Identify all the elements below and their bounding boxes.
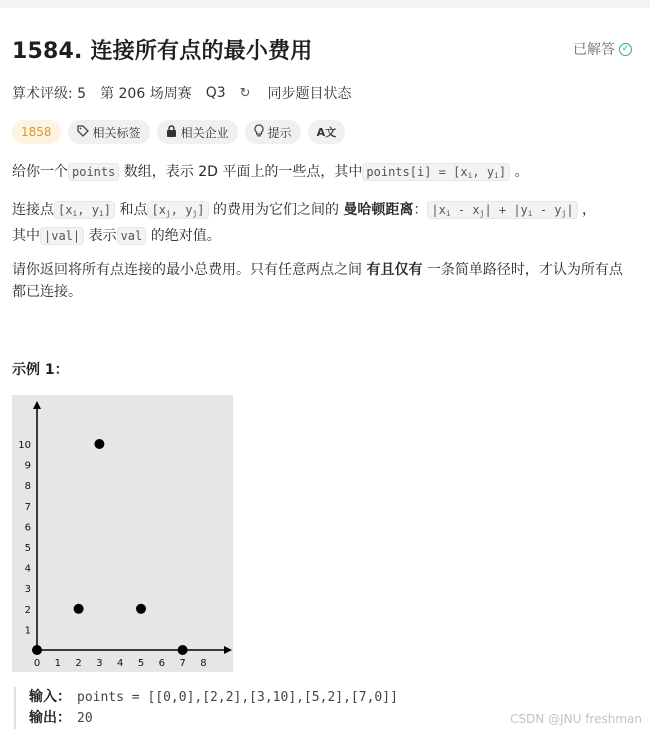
example-input-row [29, 687, 398, 708]
x-tick-label: 3 [96, 658, 103, 669]
description-paragraph-2 [12, 199, 642, 247]
input-label: 输入： [29, 689, 71, 705]
y-tick-label: 10 [18, 440, 31, 451]
problem-title: 1584. 连接所有点的最小费用 [12, 39, 313, 64]
solved-label: 已解答 [573, 42, 615, 58]
desc-text: 的绝对值。 [146, 228, 221, 244]
data-point [178, 645, 188, 655]
inline-code: points[i] = [$x_i$, $y_i$] [362, 163, 510, 181]
topics-tag-label: 相关标签 [92, 125, 141, 140]
desc-text: 请你返回将所有点连接的最小总费用。只有任意两点之间 [12, 262, 367, 278]
x-tick-label: 2 [75, 658, 82, 669]
difficulty-rating: 算术评级: 5 [12, 86, 87, 102]
input-value: points = [[0,0],[2,2],[3,10],[5,2],[7,0]] [77, 690, 398, 705]
refresh-icon: ↻ [239, 85, 251, 101]
x-tick-label: 1 [54, 658, 61, 669]
x-axis-arrow [224, 646, 232, 654]
data-point [32, 645, 42, 655]
inline-code: points [68, 163, 119, 181]
lightbulb-icon [254, 124, 264, 140]
tag-icon [77, 125, 89, 140]
inline-code: $|x_i - x_j| + |y_i - y_j|$ [427, 201, 577, 219]
watermark: CSDN @JNU freshman [510, 712, 642, 726]
data-point [136, 604, 146, 614]
y-axis-arrow [33, 401, 41, 409]
description-paragraph-1 [12, 161, 642, 187]
desc-text: 的费用为它们之间的 [208, 202, 344, 218]
output-label: 输出： [29, 710, 71, 726]
desc-text: 连接点 [12, 202, 54, 218]
tag-bar [12, 120, 345, 144]
y-tick-label: 9 [24, 460, 31, 472]
description-paragraph-3 [12, 259, 632, 303]
x-tick-label: 0 [33, 658, 41, 669]
bold-term: 曼哈顿距离 [343, 202, 414, 218]
contest-name[interactable]: 第 206 场周赛 [100, 86, 192, 102]
x-tick-label: 8 [200, 658, 207, 669]
solved-status [573, 39, 632, 59]
data-point [74, 604, 84, 614]
desc-text: ， [577, 202, 597, 218]
lock-icon [166, 125, 177, 140]
y-tick-label: 4 [24, 563, 31, 575]
check-circle-icon: ✓ [619, 43, 632, 56]
desc-text: 。 [510, 164, 529, 180]
desc-text: 一条简单路径时，才认为所有点都已连接。 [12, 262, 623, 300]
rating-value: 1858 [21, 125, 52, 139]
translate-icon: A文 [316, 126, 337, 139]
inline-code: val [117, 227, 147, 245]
bold-term: 有且仅有 [366, 262, 423, 278]
data-point [94, 439, 104, 449]
companies-tag-button[interactable] [157, 120, 238, 144]
desc-text: 表示 [84, 228, 117, 244]
topics-tag-button[interactable] [68, 120, 150, 144]
desc-text: 数组，表示 2D 平面上的一些点，其中 [119, 164, 363, 180]
x-tick-label: 4 [117, 658, 124, 669]
inline-code: [$x_i$, $y_i$] [54, 201, 115, 219]
y-tick-label: 1 [24, 625, 31, 637]
output-value: 20 [77, 711, 93, 726]
y-tick-label: 5 [24, 543, 31, 554]
x-tick-label: 5 [137, 658, 145, 669]
example-figure [12, 395, 233, 672]
y-tick-label: 8 [24, 481, 31, 493]
hint-label: 提示 [267, 125, 292, 140]
desc-text: 和点 [115, 202, 148, 218]
example-output-row [29, 708, 398, 729]
translate-button[interactable] [308, 120, 346, 144]
example-title: 示例 1： [12, 362, 69, 378]
scatter-plot [12, 395, 233, 672]
desc-text: 给你一个 [12, 164, 68, 180]
desc-text: 其中 [12, 228, 40, 244]
x-tick-label: 6 [158, 658, 165, 669]
question-number: Q3 [205, 85, 226, 101]
y-tick-label: 6 [24, 522, 31, 534]
sync-status-button[interactable] [240, 83, 366, 103]
desc-text: ： [413, 202, 428, 218]
companies-tag-label: 相关企业 [180, 125, 229, 140]
y-tick-label: 3 [24, 584, 31, 596]
hint-button[interactable] [245, 120, 301, 144]
problem-meta [12, 83, 380, 103]
inline-code: |val| [40, 227, 84, 245]
inline-code: [$x_j$, $y_j$] [147, 201, 208, 219]
example-io [14, 687, 398, 729]
top-bar [0, 0, 650, 8]
y-tick-label: 7 [24, 501, 31, 513]
rating-badge [12, 120, 61, 144]
sync-status-label: 同步题目状态 [267, 86, 352, 102]
y-tick-label: 2 [24, 604, 31, 616]
x-tick-label: 7 [179, 658, 186, 669]
